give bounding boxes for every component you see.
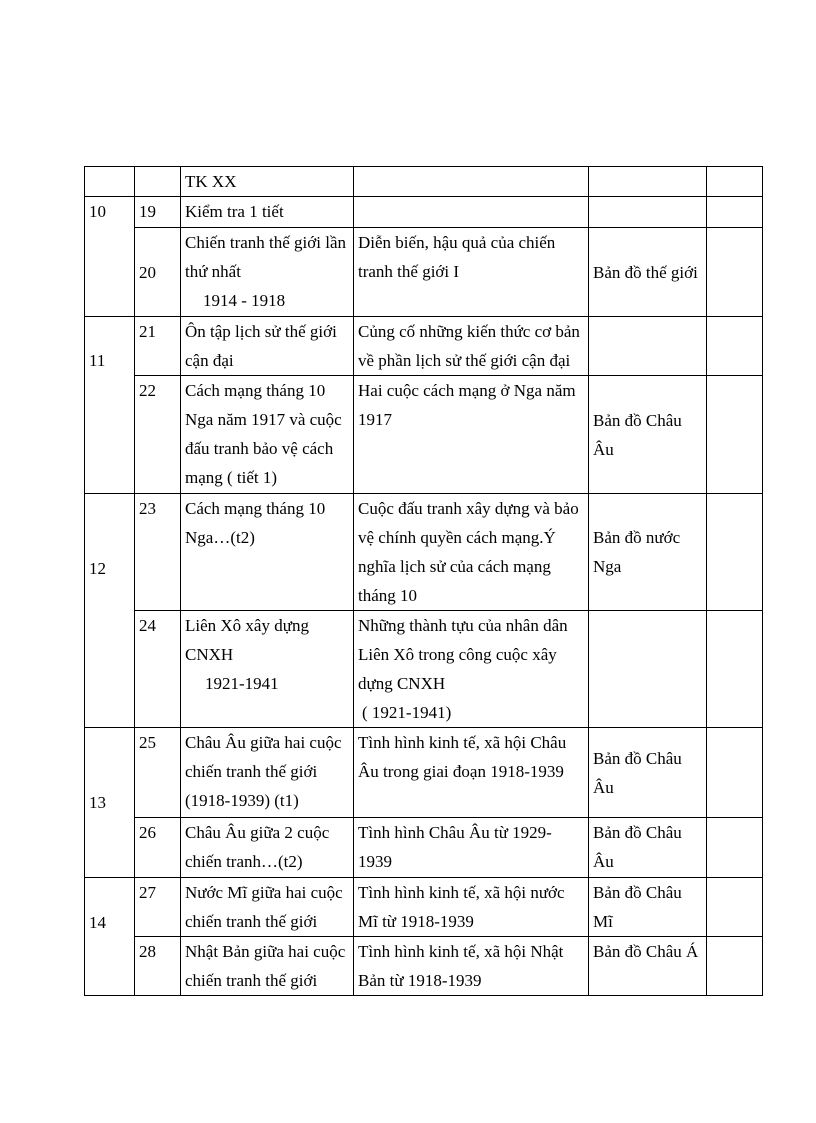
lesson-title-cell: Cách mạng tháng 10 Nga năm 1917 và cuộc đấu tranh bảo vệ cách mạng ( tiết 1) [181, 376, 354, 494]
week-cell: 13 [85, 728, 135, 878]
content-years: ( 1921-1941) [362, 703, 452, 722]
table-row [85, 728, 763, 818]
table-row [85, 167, 763, 197]
table-row [85, 611, 763, 728]
content-cell: Tình hình kinh tế, xã hội Châu Âu trong giai đoạn 1918-1939 [354, 728, 589, 818]
lesson-title-cell: Kiểm tra 1 tiết [181, 197, 354, 228]
lesson-title-years: 1914 - 1918 [203, 291, 286, 310]
content-cell [354, 197, 589, 228]
lesson-number-cell [135, 167, 181, 197]
note-cell [707, 167, 763, 197]
content-line: Những thành tựu của nhân dân Liên Xô trong công cuộc xây dựng CNXH [358, 616, 568, 693]
note-cell [707, 494, 763, 611]
content-cell [354, 611, 589, 728]
teaching-aid-cell: Bản đồ nước Nga [589, 494, 707, 611]
table-row [85, 376, 763, 494]
note-cell [707, 878, 763, 937]
lesson-title-cell: Cách mạng tháng 10 Nga…(t2) [181, 494, 354, 611]
lesson-title-line: Chiến tranh thế giới lần thứ nhất [185, 233, 347, 281]
teaching-aid-cell [589, 197, 707, 228]
note-cell [707, 228, 763, 317]
note-cell [707, 818, 763, 878]
table-row [85, 878, 763, 937]
teaching-aid-cell [589, 611, 707, 728]
note-cell [707, 611, 763, 728]
note-cell [707, 317, 763, 376]
lesson-plan-table [84, 166, 763, 996]
week-cell: 14 [85, 878, 135, 996]
note-cell [707, 197, 763, 228]
lesson-title-line: Liên Xô xây dựng CNXH [185, 616, 309, 664]
note-cell [707, 376, 763, 494]
lesson-number-cell: 21 [135, 317, 181, 376]
lesson-number-cell: 24 [135, 611, 181, 728]
lesson-number-cell: 27 [135, 878, 181, 937]
teaching-aid-cell: Bản đồ Châu Âu [589, 818, 707, 878]
teaching-aid-cell: Bản đồ Châu Âu [589, 376, 707, 494]
content-cell [354, 167, 589, 197]
week-cell [85, 167, 135, 197]
teaching-aid-cell: Bản đồ Châu Mĩ [589, 878, 707, 937]
week-cell: 10 [85, 197, 135, 317]
lesson-title-cell [181, 228, 354, 317]
content-cell: Hai cuộc cách mạng ở Nga năm 1917 [354, 376, 589, 494]
table-row [85, 494, 763, 611]
content-cell: Tình hình kinh tế, xã hội Nhật Bản từ 1918-1939 [354, 937, 589, 996]
lesson-title-cell: Châu Âu giữa 2 cuộc chiến tranh…(t2) [181, 818, 354, 878]
lesson-title-cell: Nhật Bản giữa hai cuộc chiến tranh thế giới [181, 937, 354, 996]
teaching-aid-cell [589, 167, 707, 197]
lesson-title-cell: TK XX [181, 167, 354, 197]
teaching-aid-cell: Bản đồ thế giới [589, 228, 707, 317]
content-cell: Diễn biến, hậu quả của chiến tranh thế giới I [354, 228, 589, 317]
lesson-title-years: 1921-1941 [205, 674, 279, 693]
lesson-number-cell: 26 [135, 818, 181, 878]
note-cell [707, 728, 763, 818]
table-row [85, 228, 763, 317]
lesson-number-cell: 22 [135, 376, 181, 494]
table-row [85, 197, 763, 228]
week-cell: 11 [85, 317, 135, 494]
week-cell: 12 [85, 494, 135, 728]
lesson-title-cell: Châu Âu giữa hai cuộc chiến tranh thế giới (1918-1939) (t1) [181, 728, 354, 818]
table-row [85, 818, 763, 878]
table-row [85, 317, 763, 376]
content-cell: Tình hình kinh tế, xã hội nước Mĩ từ 1918-1939 [354, 878, 589, 937]
note-cell [707, 937, 763, 996]
content-cell: Tình hình Châu Âu từ 1929-1939 [354, 818, 589, 878]
content-cell: Củng cố những kiến thức cơ bản về phần lịch sử thế giới cận đại [354, 317, 589, 376]
lesson-title-cell [181, 611, 354, 728]
lesson-number-cell: 28 [135, 937, 181, 996]
teaching-aid-cell: Bản đồ Châu Á [589, 937, 707, 996]
lesson-number-cell: 20 [135, 228, 181, 317]
teaching-aid-cell [589, 317, 707, 376]
lesson-number-cell: 19 [135, 197, 181, 228]
lesson-title-cell: Ôn tập lịch sử thế giới cận đại [181, 317, 354, 376]
teaching-aid-cell: Bản đồ Châu Âu [589, 728, 707, 818]
table-row [85, 937, 763, 996]
lesson-number-cell: 25 [135, 728, 181, 818]
content-cell: Cuộc đấu tranh xây dựng và bảo vệ chính quyền cách mạng.Ý nghĩa lịch sử của cách mạng tháng 10 [354, 494, 589, 611]
lesson-title-cell: Nước Mĩ giữa hai cuộc chiến tranh thế giới [181, 878, 354, 937]
lesson-number-cell: 23 [135, 494, 181, 611]
